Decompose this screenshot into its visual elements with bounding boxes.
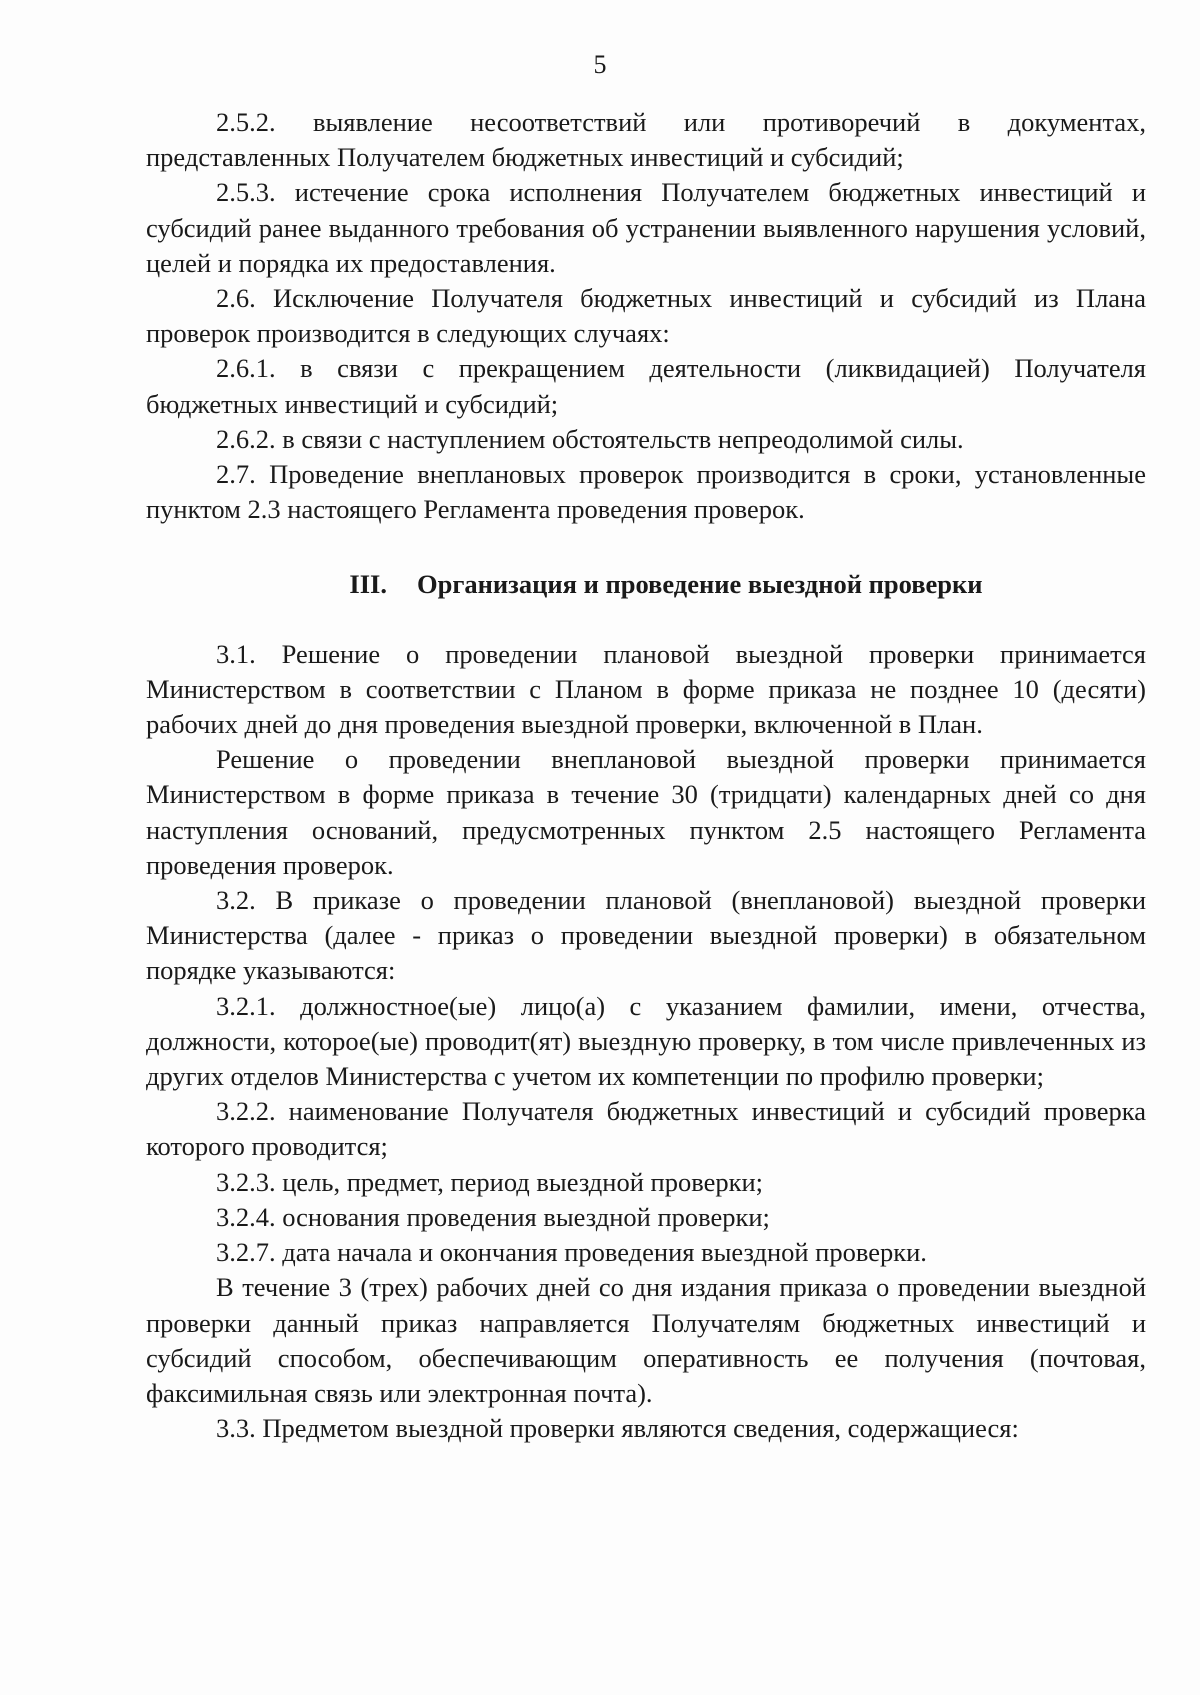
paragraph-2-7: 2.7. Проведение внеплановых проверок производится в сроки, установленные пунктом 2.3 настоящего Регламента проведения проверок. [146,459,1146,525]
paragraph-2-6: 2.6. Исключение Получателя бюджетных инвестиций и субсидий из Плана проверок производится в следующих случаях: [146,283,1146,349]
paragraph-3-2-1: 3.2.1. должностное(ые) лицо(а) с указанием фамилии, имени, отчества, должности, которое(ые) проводит(ят) выездную проверку, в том числе привлеченных из других отделов Министерства с учетом их компетенции по профилю проверки; [146,990,1146,1092]
paragraph-3-2-2: 3.2.2. наименование Получателя бюджетных инвестиций и субсидий проверка которого проводится; [146,1096,1146,1162]
section-title: Организация и проведение выездной проверки [417,569,983,600]
paragraph-notification: В течение 3 (трех) рабочих дней со дня издания приказа о проведении выездной проверки данный приказ направляется Получателям бюджетных инвестиций и субсидий способом, обеспечивающим оперативность ее получения (почтовая, факсимильная связь или электронная почта). [146,1272,1146,1408]
paragraph-3-2-7: 3.2.7. дата начала и окончания проведения выездной проверки. [216,1237,927,1268]
paragraph-2-6-1: 2.6.1. в связи с прекращением деятельности (ликвидацией) Получателя бюджетных инвестиций и субсидий; [146,353,1146,419]
paragraph-2-5-3: 2.5.3. истечение срока исполнения Получателем бюджетных инвестиций и субсидий ранее выданного требования об устранении выявленного нарушения условий, целей и порядка их предоставления. [146,177,1146,278]
paragraph-3-2: 3.2. В приказе о проведении плановой (внеплановой) выездной проверки Министерства (далее - приказ о проведении выездной проверки) в обязательном порядке указываются: [146,885,1146,986]
paragraph-3-3: 3.3. Предметом выездной проверки являются сведения, содержащиеся: [216,1413,1019,1444]
paragraph-3-2-3: 3.2.3. цель, предмет, период выездной проверки; [216,1166,764,1197]
section-heading [146,567,1146,602]
paragraph-2-5-2: 2.5.2. выявление несоответствий или противоречий в документах, представленных Получателем бюджетных инвестиций и субсидий; [146,107,1146,173]
paragraph-2-6-2: 2.6.2. в связи с наступлением обстоятельств непреодолимой силы. [216,423,964,454]
paragraph-3-2-4: 3.2.4. основания проведения выездной проверки; [216,1201,770,1232]
section-number: III. [349,569,387,600]
document-body [146,105,1146,1446]
paragraph-unplanned-decision: Решение о проведении внеплановой выездной проверки принимается Министерством в форме приказа в течение 30 (тридцати) календарных дней со дня наступления оснований, предусмотренных пунктом 2.5 настоящего Регламента проведения проверок. [146,744,1146,880]
page-number: 5 [593,50,607,79]
paragraph-3-1: 3.1. Решение о проведении плановой выездной проверки принимается Министерством в соответствии с Планом в форме приказа не позднее 10 (десяти) рабочих дней до дня проведения выездной проверки, включенной в План. [146,638,1146,740]
